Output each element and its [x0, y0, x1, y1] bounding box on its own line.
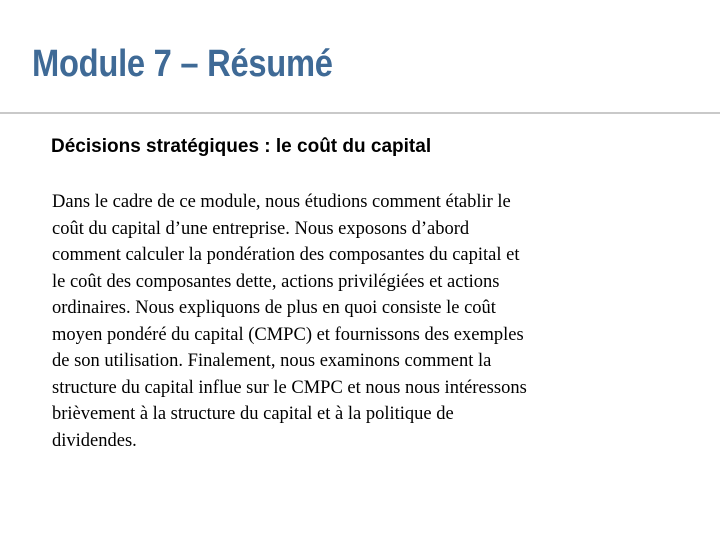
body-line: Dans le cadre de ce module, nous étudions comment établir le: [52, 192, 511, 212]
body-line: de son utilisation. Finalement, nous examinons comment la: [52, 351, 492, 371]
body-paragraph: [52, 189, 622, 454]
body-line: dividendes.: [52, 430, 137, 451]
title-divider: [0, 112, 720, 114]
body-line: ordinaires. Nous expliquons de plus en quoi consiste le coût: [52, 298, 496, 318]
body-line: brièvement à la structure du capital et à la politique de: [52, 404, 454, 424]
body-line: le coût des composantes dette, actions privilégiées et actions: [52, 271, 500, 292]
slide-title: Module 7 – Résumé: [32, 43, 333, 85]
slide-subtitle: Décisions stratégiques : le coût du capital: [51, 136, 432, 157]
body-line: structure du capital influe sur le CMPC et nous nous intéressons: [52, 377, 527, 398]
body-line: comment calculer la pondération des composantes du capital et: [52, 245, 520, 265]
body-line: moyen pondéré du capital (CMPC) et fournissons des exemples: [52, 324, 524, 345]
body-line: coût du capital d’une entreprise. Nous exposons d’abord: [52, 218, 470, 239]
